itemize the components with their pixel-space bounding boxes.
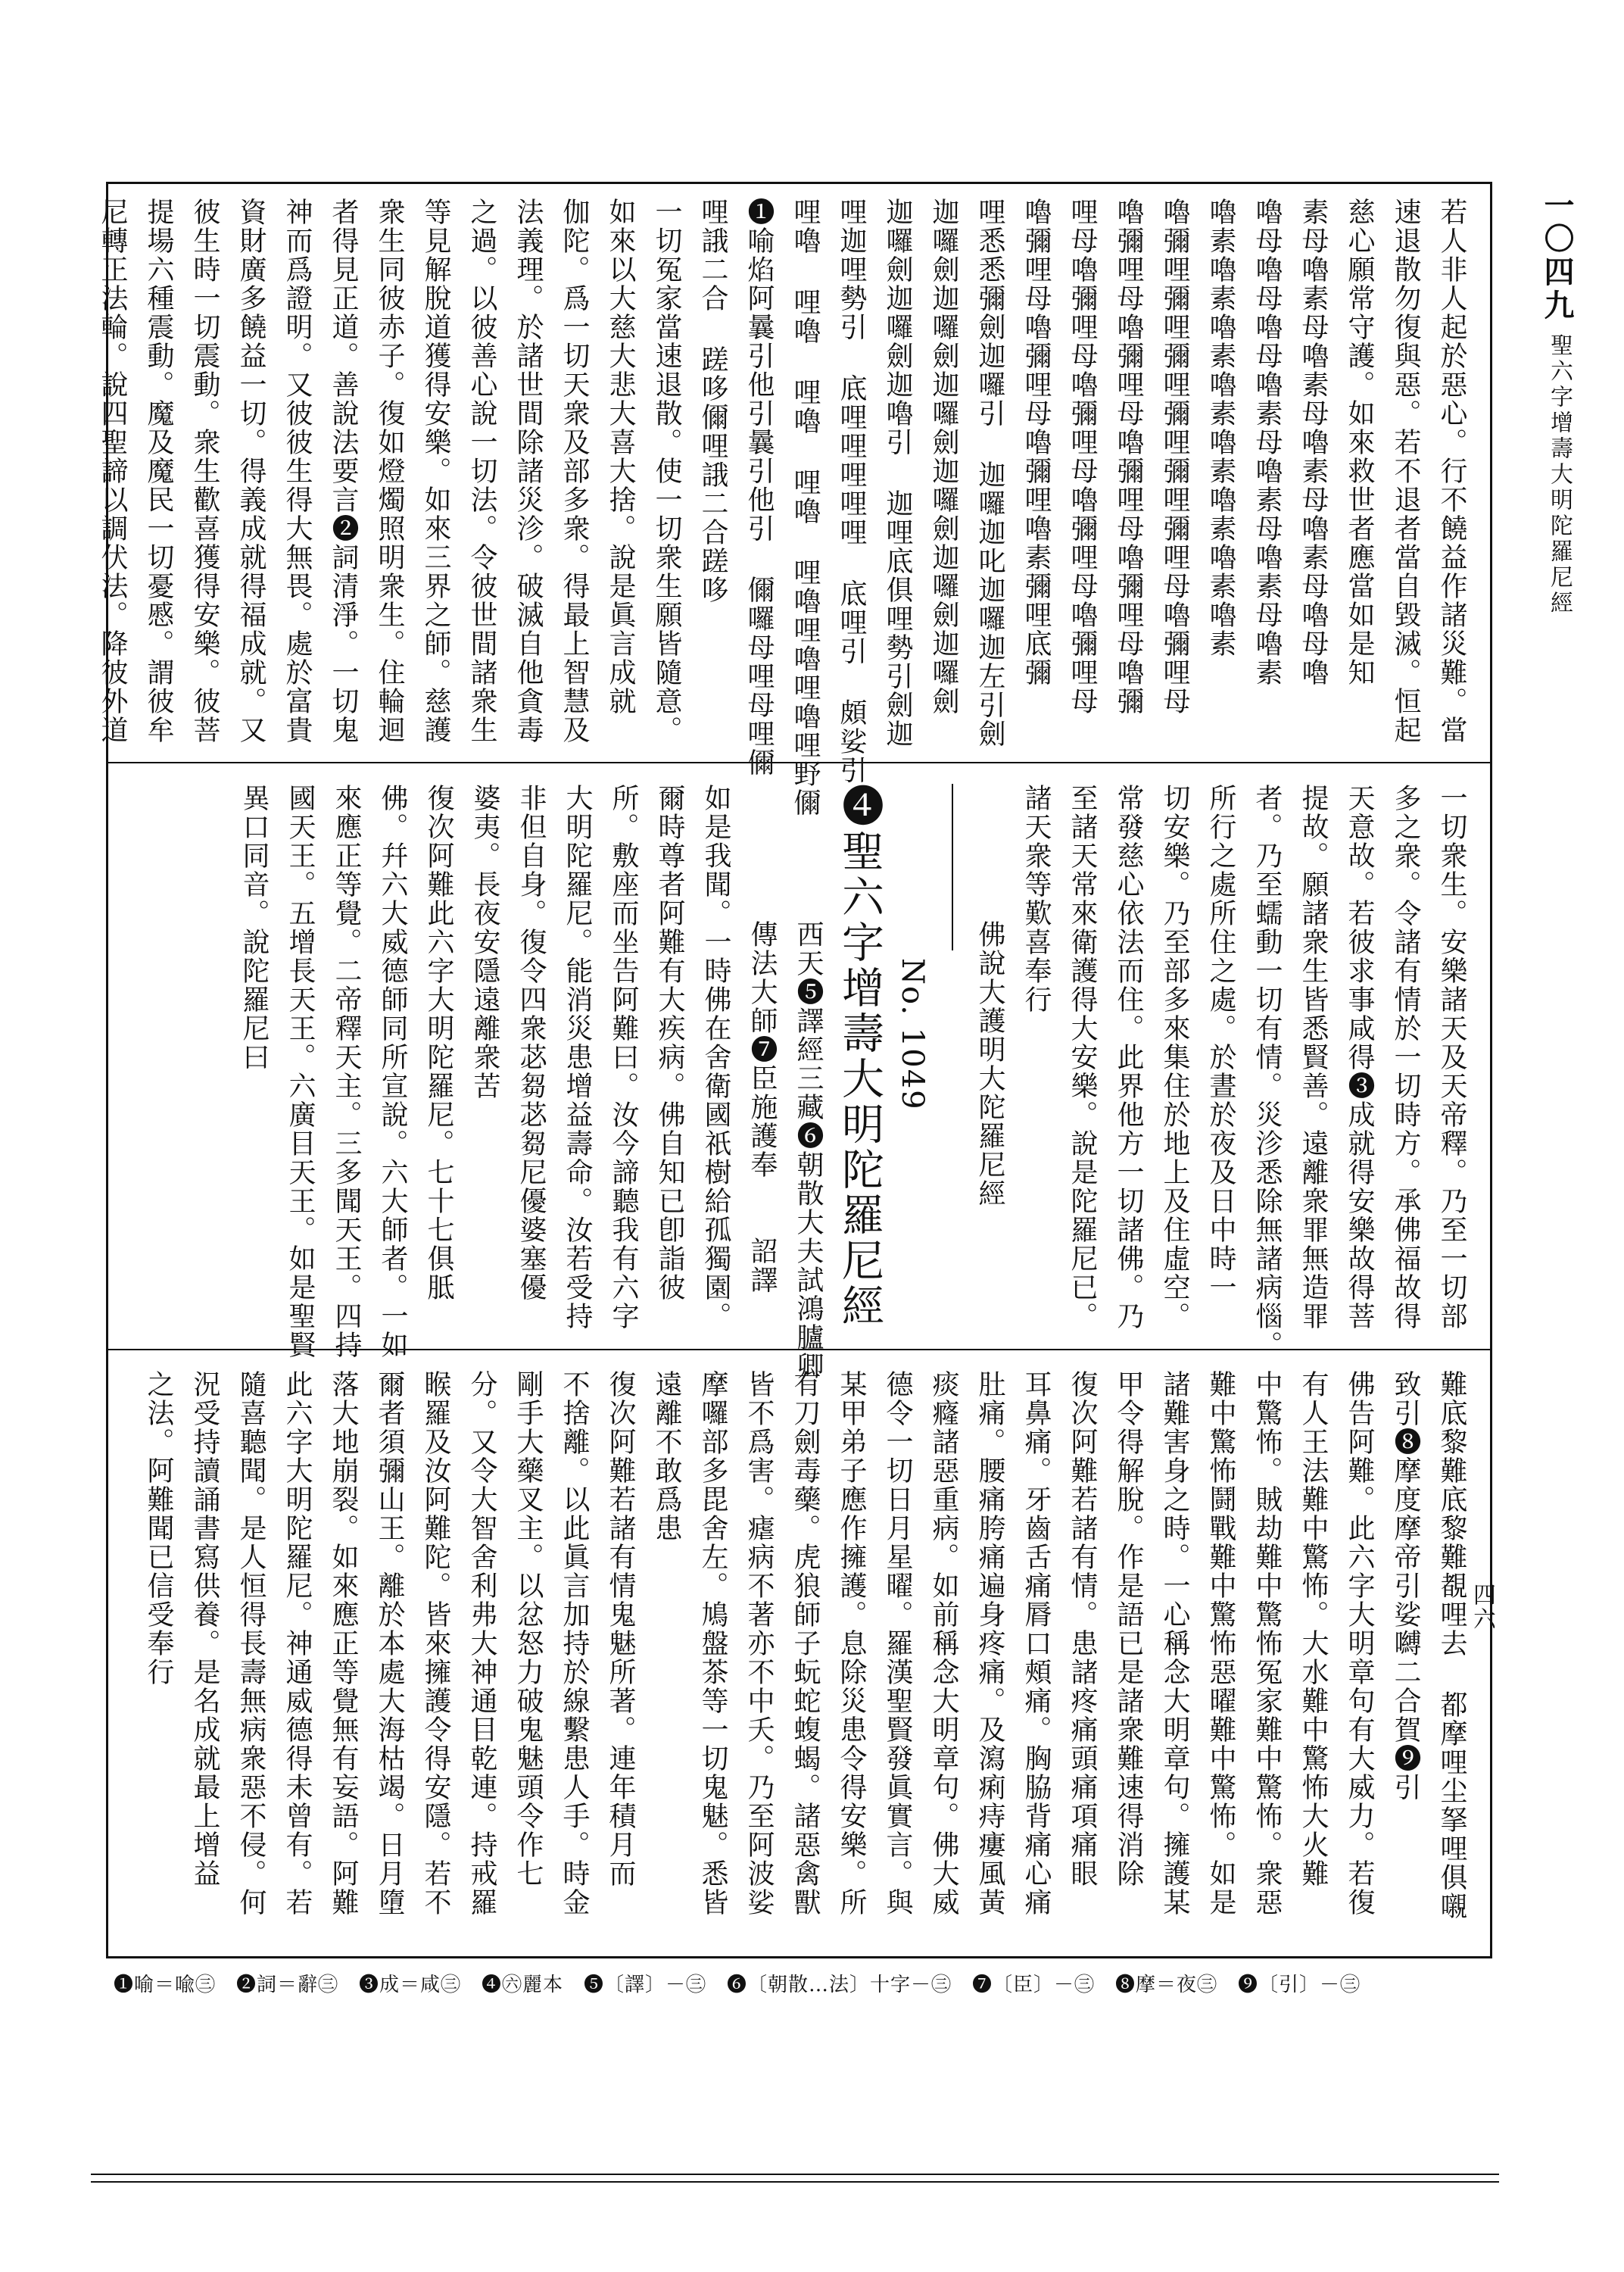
text-column: 多之衆。令諸有情於一切時方。承佛福故得: [1390, 784, 1421, 1331]
dharani-column: 哩悉悉彌劍迦囉引 迦囉迦叱迦囉迦左引劍: [974, 198, 1005, 748]
text-column: 一切衆生。安樂諸天及天帝釋。乃至一切部: [1436, 784, 1467, 1331]
page-number: 一〇四九: [1539, 189, 1575, 323]
dharani-column: 迦囉劍迦囉劍迦囉劍迦囉劍迦囉劍迦囉劍: [928, 198, 959, 716]
text-column: 有人王法難中驚怖。大水難中驚怖大火難: [1298, 1370, 1329, 1888]
text-column: 者得見正道。善說法要言❷詞清淨。一切鬼: [328, 198, 359, 744]
text-column: 不捨離。以此眞言加持於線繫患人手。時金: [559, 1370, 590, 1917]
text-column: 皆不爲害。瘧病不著亦不中夭。乃至阿波娑: [743, 1370, 775, 1917]
text-column: 衆生同彼赤子。復如燈燭照明衆生。住輪迴: [374, 198, 405, 744]
text-column: 婆夷。長夜安隱遠離衆苦: [469, 784, 500, 1100]
text-column: 有刀劍毒藥。虎狼師子蚖蛇蝮蝎。諸惡禽獸: [790, 1370, 821, 1917]
text-column: 復次阿難若諸有情鬼魅所著。連年積月而: [605, 1370, 636, 1888]
text-column: 若人非人起於惡心。行不饒益作諸災難。當: [1436, 198, 1467, 744]
register-middle: [123, 784, 1475, 1381]
text-column: 耳鼻痛。牙齒舌痛脣口頰痛。胸脇背痛心痛: [1021, 1370, 1052, 1917]
running-title: 聖六字增壽大明陀羅尼經: [1546, 333, 1573, 616]
dharani-column: 哩嚕 哩嚕 哩嚕 哩嚕 哩嚕哩嚕哩嚕哩野儞: [790, 198, 821, 817]
dharani-column: ❶喻焰阿曩引他引曩引他引 儞囉母哩母哩儞: [743, 198, 775, 777]
text-column: 佛。幷六大威德師同所宣說。六大師者。一如: [377, 784, 408, 1359]
text-column: 尼轉正法輪。說四聖諦以調伏法。降彼外道: [97, 198, 128, 744]
text-column: 大明陀羅尼。能消災患增益壽命。汝若受持: [562, 784, 593, 1331]
text-column: 如來以大慈大悲大喜大捨。說是眞言成就: [605, 198, 636, 716]
text-column: 某甲弟子應作擁護。息除災患令得安樂。所: [836, 1370, 867, 1917]
sutra-number: No. 1049: [895, 958, 930, 1111]
dharani-column: 難底黎難底黎難覩哩去 都摩哩尘拏哩俱嚫: [1436, 1370, 1467, 1921]
text-column: 一切冤家當速退散。使一切衆生願皆隨意。: [651, 198, 682, 744]
text-column: 隨喜聽聞。是人恒得長壽無病衆惡不侵。何: [235, 1370, 267, 1917]
text-column: 資財廣多饒益一切。得義成就得福成就。又: [235, 198, 267, 744]
dharani-column: 嚕母嚕母嚕母嚕素母嚕素母嚕素母嚕素: [1252, 198, 1283, 687]
facing-page-number: 四六: [1469, 1583, 1495, 1631]
text-column: 所行之處所住之處。於晝於夜及日中時一: [1205, 784, 1236, 1302]
footnotes: ❶喻＝喩㊂ ❷詞＝辭㊂ ❸成＝咸㊂ ❹㊅麗本 ❺〔譯〕－㊂ ❻〔朝散…法〕十字－㊂ ❼〔臣〕－㊂ ❽摩＝夜㊂ ❾〔引〕－㊂: [114, 1974, 1361, 1996]
text-column: 復次阿難此六字大明陀羅尼。七十七俱胝: [423, 784, 454, 1302]
dharani-column: 嚕彌哩彌哩彌哩彌哩彌哩彌哩母嚕彌哩母: [1159, 198, 1190, 716]
text-column: 來應正等覺。二帝釋天主。三多聞天王。四持: [331, 784, 362, 1359]
text-column: 分。又令大智舍利弗大神通目乾連。持戒羅: [466, 1370, 497, 1917]
dharani-column: 迦囉劍迦囉劍迦嚕引 迦哩底俱哩勢引劍迦: [882, 198, 913, 748]
text-column: 慈心願常守護。如來救世者應當如是知: [1344, 198, 1375, 687]
text-column: 德令一切日月星曜。羅漢聖賢發眞實言。與: [882, 1370, 913, 1917]
dharani-column: 致引❽摩度摩帝引娑嚩二合賀❾引: [1390, 1370, 1421, 1802]
text-column: 諸難害身之時。一心稱念大明章句。擁護某: [1159, 1370, 1190, 1917]
text-column: 者。乃至蠕動一切有情。災沴悉除無諸病惱。: [1252, 784, 1283, 1359]
text-column: 諸天衆等歎喜奉行: [1021, 784, 1052, 1014]
dharani-column: 嚕彌哩母嚕彌哩母嚕彌哩嚕素彌哩底彌: [1021, 198, 1052, 687]
text-column: 國天王。五增長天王。六廣目天王。如是聖賢: [285, 784, 316, 1359]
text-column: 等見解脫道獲得安樂。如來三界之師。慈護: [420, 198, 451, 744]
text-column: 所。敷座而坐告阿難曰。汝今諦聽我有六字: [608, 784, 639, 1331]
dharani-column: 哩誐二合 蹉哆儞哩誐二合蹉哆: [697, 198, 728, 604]
text-column: 提場六種震動。魔及魔民一切憂慼。謂彼牟: [143, 198, 174, 744]
dharani-column: 嚕素嚕素嚕素嚕素嚕素嚕素嚕素嚕素: [1205, 198, 1236, 658]
text-column: 法義理。於諸世間除諸災沴。破滅自他貪毒: [513, 198, 544, 744]
text-column: 遠離不敢爲患: [651, 1370, 682, 1543]
section-rule: [951, 784, 953, 950]
dharani-column: 素母嚕素母嚕素母嚕素母嚕素母嚕母嚕: [1298, 198, 1329, 687]
text-column: 落大地崩裂。如來應正等覺無有妄語。阿難: [328, 1370, 359, 1917]
sutra-title: ❹聖六字增壽大明陀羅尼經: [835, 784, 884, 1329]
text-frame: [97, 182, 1492, 1958]
running-head: [1533, 189, 1579, 1553]
text-column: 爾時尊者阿難有大疾病。佛自知已卽詣彼: [654, 784, 685, 1302]
text-column: 甲令得解脫。作是語已是諸衆難速得消除: [1113, 1370, 1144, 1888]
register-bottom: [123, 1370, 1475, 1923]
text-column: 之過。以彼善心說一切法。令彼世間諸衆生: [466, 198, 497, 744]
dharani-column: 嚕彌哩母嚕彌哩母嚕彌哩母嚕彌哩母嚕彌: [1113, 198, 1144, 716]
dharani-column: 哩母嚕彌哩母嚕彌哩母嚕彌哩母嚕彌哩母: [1067, 198, 1098, 716]
register-top-columns: [97, 198, 1475, 817]
text-column: 佛告阿難。此六字大明章句有大威力。若復: [1344, 1370, 1375, 1917]
text-column: 摩囉部多毘舍左。鳩盤茶等一切鬼魅。悉皆: [697, 1370, 728, 1917]
text-column: 神而爲證明。又彼彼生得大無畏。處於富貴: [282, 198, 313, 744]
text-column: 提故。願諸衆生皆悉賢善。遠離衆罪無造罪: [1298, 784, 1329, 1331]
text-column: 剛手大藥叉主。以忿怒力破鬼魅頭令作七: [513, 1370, 544, 1888]
text-column: 肚痛。腰痛胯痛遍身疼痛。及瀉痢痔瘻風黃: [974, 1370, 1005, 1917]
text-column: 常發慈心依法而住。此界他方一切諸佛。乃: [1113, 784, 1144, 1331]
previous-sutra-end-title: 佛說大護明大陀羅尼經: [974, 920, 1005, 1208]
text-column: 難中驚怖鬪戰難中驚怖惡曜難中驚怖。如是: [1205, 1370, 1236, 1917]
register-top: [97, 198, 1475, 817]
text-column: 況受持讀誦書寫供養。是名成就最上增益: [189, 1370, 220, 1888]
translator-line: 傳法大師❼臣施護奉 詔譯: [747, 920, 778, 1294]
text-column: 之法。阿難聞已信受奉行: [143, 1370, 174, 1687]
text-column: 如是我聞。一時佛在舍衛國祇樹給孤獨園。: [700, 784, 731, 1331]
text-column: 天意故。若彼求事咸得❸成就得安樂故得菩: [1344, 784, 1375, 1331]
text-column: 爾者須彌山王。離於本處大海枯竭。日月墮: [374, 1370, 405, 1917]
bottom-rule: [91, 2181, 1499, 2183]
register-bottom-columns: [123, 1370, 1475, 1923]
text-column: 至諸天常來衛護得大安樂。說是陀羅尼已。: [1067, 784, 1098, 1331]
text-column: 異口同音。說陀羅尼曰: [238, 784, 270, 1072]
bottom-rule: [91, 2174, 1499, 2175]
translator-line: 西天❺譯經三藏❻朝散大夫試鴻臚卿: [793, 920, 824, 1381]
text-column: 此六字大明陀羅尼。神通威德得未曾有。若: [282, 1370, 313, 1917]
text-column: 非但自身。復令四衆苾芻苾芻尼優婆塞優: [516, 784, 547, 1302]
register-middle-columns: [123, 784, 1475, 1381]
text-column: 切安樂。乃至部多來集住於地上及住虛空。: [1159, 784, 1190, 1331]
dharani-column: 哩迦哩勢引 底哩哩哩哩哩 底哩引 頗娑引: [836, 198, 867, 785]
text-column: 中驚怖。賊劫難中驚怖冤家難中驚怖。衆惡: [1252, 1370, 1283, 1917]
text-column: 睺羅及汝阿難陀。皆來擁護令得安隱。若不: [420, 1370, 451, 1917]
text-column: 痰癃諸惡重病。如前稱念大明章句。佛大威: [928, 1370, 959, 1917]
text-column: 速退散勿復與惡。若不退者當自毀滅。恒起: [1390, 198, 1421, 744]
text-column: 彼生時一切震動。衆生歡喜獲得安樂。彼菩: [189, 198, 220, 744]
text-column: 伽陀。爲一切天衆及部多衆。得最上智慧及: [559, 198, 590, 744]
text-column: 復次阿難若諸有情。患諸疼痛頭痛項痛眼: [1067, 1370, 1098, 1888]
